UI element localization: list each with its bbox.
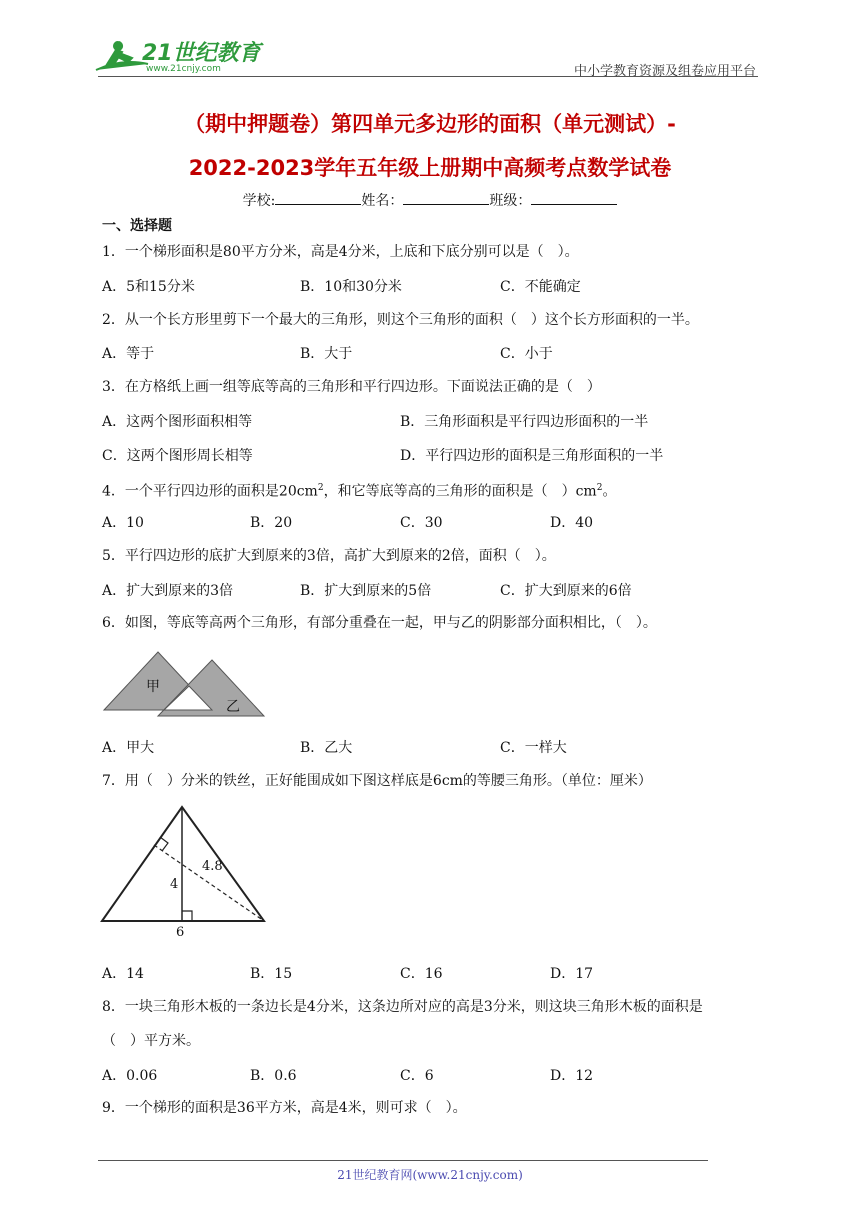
title-line-1: （期中押题卷）第四单元多边形的面积（单元测试）- [184,112,676,136]
q7-option-d[interactable]: D．17 [550,966,594,982]
q6-option-b[interactable]: B．乙大 [300,740,353,756]
question-9: 9．一个梯形的面积是36平方米，高是4米，则可求（ ）。 [102,1100,467,1116]
q4-option-d[interactable]: D．40 [550,515,594,531]
q1-option-a[interactable]: A．5和15分米 [102,279,195,295]
q3-option-b[interactable]: B．三角形面积是平行四边形面积的一半 [400,414,649,430]
q4-option-a[interactable]: A．10 [102,515,144,531]
question-3: 3．在方格纸上画一组等底等高的三角形和平行四边形。下面说法正确的是（ ） [102,379,601,395]
q8-option-c[interactable]: C．6 [400,1068,434,1084]
runner-icon [96,42,148,70]
q7-option-c[interactable]: C．16 [400,966,443,982]
platform-label: 中小学教育资源及组卷应用平台 [573,64,756,79]
q4-text-c: 。 [602,483,617,500]
q4-sup-1: 2 [317,483,324,493]
q7-option-a[interactable]: A．14 [102,966,144,982]
figure-label-yi: 乙 [226,699,240,715]
q4-text-a: 4．一个平行四边形的面积是20cm [102,483,318,500]
q4-option-c[interactable]: C．30 [400,515,443,531]
footer-divider [98,1160,708,1161]
q2-option-b[interactable]: B．大于 [300,346,353,362]
q8-option-a[interactable]: A．0.06 [102,1068,158,1084]
section-heading: 一、选择题 [102,218,172,234]
q6-option-c[interactable]: C．一样大 [500,740,567,756]
q6-option-a[interactable]: A．甲大 [102,740,155,756]
school-blank[interactable] [275,192,361,205]
question-5: 5．平行四边形的底扩大到原来的3倍，高扩大到原来的2倍，面积（ ）。 [102,548,556,564]
question-2: 2．从一个长方形里剪下一个最大的三角形，则这个三角形的面积（ ）这个长方形面积的一半。 [102,312,699,328]
q8-option-d[interactable]: D．12 [550,1068,594,1084]
question-8-line-1: 8．一块三角形木板的一条边长是4分米，这条边所对应的高是3分米，则这块三角形木板的面积是 [102,999,703,1015]
logo-url: www.21cnjy.com [146,64,221,74]
q4-option-b[interactable]: B．20 [250,515,293,531]
footer-link[interactable]: 21世纪教育网(www.21cnjy.com) [337,1168,523,1182]
name-label: 姓名： [361,193,404,209]
title-line-2: 2022-2023学年五年级上册期中高频考点数学试卷 [188,156,672,180]
site-logo [92,32,262,78]
q7-option-b[interactable]: B．15 [250,966,293,982]
q8-option-b[interactable]: B．0.6 [250,1068,297,1084]
q3-option-c[interactable]: C．这两个图形周长相等 [102,448,253,464]
q1-option-b[interactable]: B．10和30分米 [300,279,402,295]
q3-option-a[interactable]: A．这两个图形面积相等 [102,414,253,430]
q3-option-d[interactable]: D．平行四边形的面积是三角形面积的一半 [400,448,664,464]
isosceles-triangle-figure [98,803,270,945]
logo-text: 21世纪教育 [142,41,261,66]
question-1: 1．一个梯形面积是80平方分米，高是4分米，上底和下底分别可以是（ ）。 [102,244,579,260]
figure-label-jia: 甲 [146,679,160,695]
name-blank[interactable] [403,192,489,205]
question-8-line-2: （ ）平方米。 [102,1033,200,1049]
q4-text-b: ，和它等底等高的三角形的面积是（ ）cm [323,483,597,500]
q4-sup-2: 2 [596,483,603,493]
q5-option-a[interactable]: A．扩大到原来的3倍 [102,583,234,599]
school-label: 学校: [242,193,276,209]
question-6: 6．如图，等底等高两个三角形，有部分重叠在一起，甲与乙的阴影部分面积相比，（ ）。 [102,615,657,631]
q1-option-c[interactable]: C．不能确定 [500,279,581,295]
question-4 [102,478,616,502]
overlapping-triangles-figure [102,650,268,720]
label-4-8: 4.8 [202,859,223,874]
student-info [0,190,860,210]
label-6: 6 [176,925,185,940]
question-7: 7．用（ ）分米的铁丝，正好能围成如下图这样底是6cm的等腰三角形。（单位：厘米） [102,773,652,789]
header-divider [98,76,758,77]
label-4: 4 [170,877,179,892]
q2-option-c[interactable]: C．小于 [500,346,553,362]
class-label: 班级： [489,193,532,209]
class-blank[interactable] [531,192,617,205]
q5-option-c[interactable]: C．扩大到原来的6倍 [500,583,632,599]
q2-option-a[interactable]: A．等于 [102,346,155,362]
q5-option-b[interactable]: B．扩大到原来的5倍 [300,583,432,599]
